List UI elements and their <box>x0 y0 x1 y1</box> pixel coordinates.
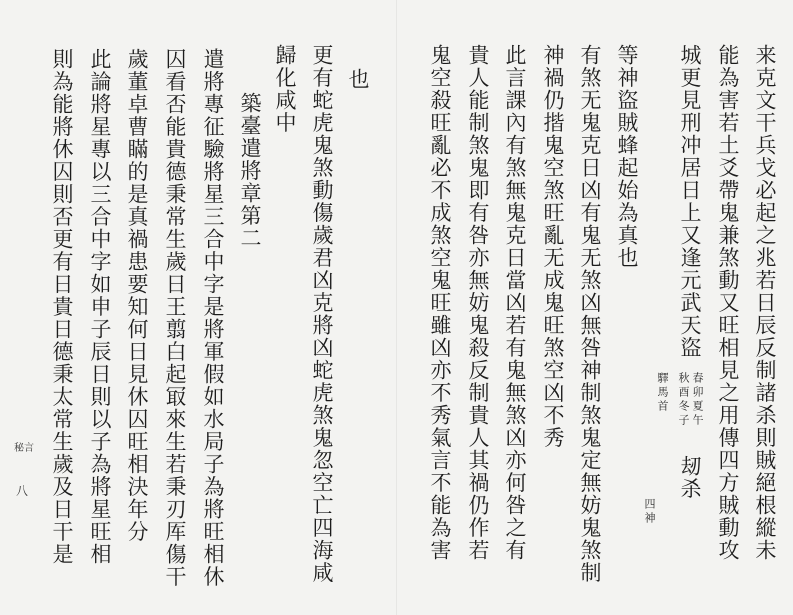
text-column: 則為能將休囚則否更有日貴日德秉太常生歲及日干是 <box>50 48 74 566</box>
text-column: 鬼空殺旺亂必不成煞空鬼旺雖凶亦不秀氣言不能為害 <box>428 44 452 562</box>
text-column: 等神盜賊蜂起始為真也 <box>615 44 639 269</box>
text-column: 来克文干兵戈必起之兆若日辰反制諸杀則賊絕根縱未 <box>753 44 777 562</box>
page-number: 八 <box>16 484 29 498</box>
text-column: 貴人能制煞鬼即有咎亦無妨鬼殺反制貴人其禍仍作若 <box>466 44 490 562</box>
running-title: 秘言 <box>14 443 34 454</box>
text-column: 能為害若土爻帶鬼兼煞動又旺相見之用傳四方賊動攻 <box>716 44 740 562</box>
text-column: 神禍仍揩鬼空煞旺亂无成鬼旺煞空凶不秀 <box>541 44 565 449</box>
chapter-title: 築臺遣將章第二 <box>238 92 262 250</box>
text-column: 有煞无鬼克日凶有鬼无煞凶無咎神制煞鬼定無妨鬼煞制 <box>578 44 602 584</box>
interlinear-note: 四神 <box>643 498 656 526</box>
text-column: 更有蛇虎鬼煞動傷歲君凶克將凶蛇虎煞鬼忽空亡四海咸 <box>310 44 334 584</box>
right-page <box>397 0 793 615</box>
text-column: 歸化咸中 <box>273 44 297 134</box>
text-column: 此論將星專以三合中字如申子辰日則以子為將星旺相 <box>88 48 112 566</box>
text-column: 城更見刑冲居日上又逢元武天盜 <box>678 44 702 359</box>
text-column: 也 <box>346 68 370 91</box>
text-column: 歲董卓曹瞞的是真禍患要知何日見休囚旺相決年分 <box>125 48 149 543</box>
text-column: 遣將專征驗將星三合中字是將軍假如水局子為將旺相休 <box>201 48 225 588</box>
text-column: 囚看否能貴德秉常生歲日王翦白起冣來生若秉刃厍傷干 <box>163 48 187 588</box>
text-column: 此言課內有煞無鬼克日當凶若有鬼無煞凶亦何咎之有 <box>503 44 527 562</box>
interlinear-note: 春卯夏午 <box>691 372 704 428</box>
text-column: 刼杀 <box>678 455 702 500</box>
interlinear-note: 驛馬首 <box>656 372 669 414</box>
interlinear-note: 秋酉冬子 <box>677 372 690 428</box>
